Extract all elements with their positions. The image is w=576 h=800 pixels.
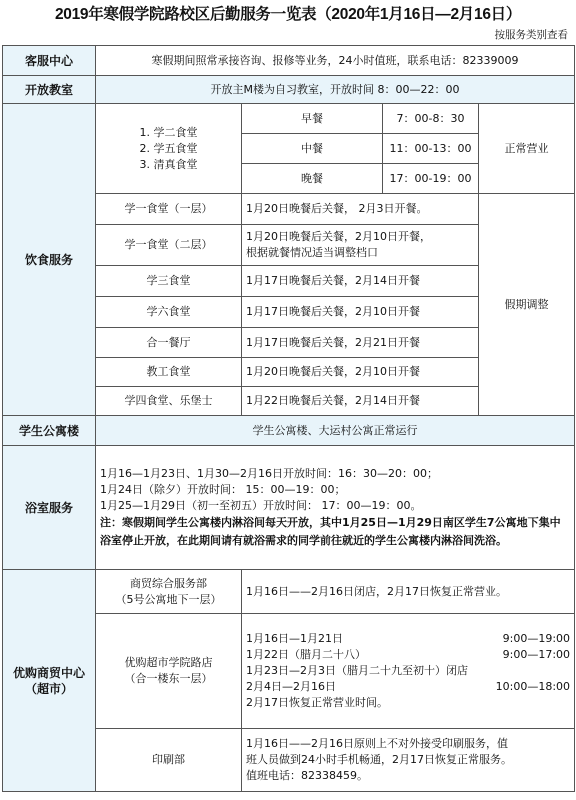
schedule-time: 9:00—17:00 (502, 648, 571, 661)
shop-name-line: （合一楼东一层） (124, 672, 213, 685)
canteen-detail (242, 225, 479, 266)
shop-row (3, 570, 575, 614)
meal-time: 7：00-8：30 (383, 104, 479, 134)
bath-hours-line: 1月24日（除夕）开放时间： 15：00—19：00； (100, 482, 346, 496)
category-classroom: 开放教室 (3, 76, 96, 104)
shop-detail (242, 729, 575, 792)
shop-detail-line: 班人员做到24小时手机畅通，2月17日恢复正常服务。 (246, 753, 512, 766)
dorm-desc: 学生公寓楼、大运村公寓正常运行 (96, 416, 575, 446)
canteen-detail: 1月22日晚餐后关餐，2月14日开餐 (242, 387, 479, 416)
bath-detail (96, 446, 575, 570)
shop-name (96, 614, 242, 729)
schedule-time: 9:00—19:00 (502, 632, 571, 645)
schedule-date: 1月16日—1月21日 (246, 632, 343, 645)
schedule-line (246, 679, 570, 695)
category-bath: 浴室服务 (3, 446, 96, 570)
schedule-date: 1月22日（腊月二十八） (246, 648, 366, 661)
category-shop-line: 优购商贸中心 (12, 665, 85, 680)
kefu-desc: 寒假期间照常承接咨询、报修等业务，24小时值班，联系电话：82339009 (96, 46, 575, 76)
shop-detail-line: 值班电话：82338459。 (246, 769, 368, 782)
group-canteen-1: 1. 学二食堂 (139, 125, 198, 139)
meal-time: 11：00-13：00 (383, 134, 479, 164)
canteen-detail: 1月17日晚餐后关餐，2月14日开餐 (242, 266, 479, 297)
category-shop-line: （超市） (24, 681, 73, 696)
meal-name: 中餐 (242, 134, 383, 164)
shop-name (96, 570, 242, 614)
shop-name: 印刷部 (96, 729, 242, 792)
canteen-detail: 1月17日晚餐后关餐，2月10日开餐 (242, 297, 479, 328)
canteen-detail: 1月20日晚餐后关餐， 2月3日开餐。 (242, 194, 479, 225)
bath-hours-line: 1月25—1月29日（初一至初五）开放时间： 17：00—19：00。 (100, 498, 422, 512)
category-shop (3, 570, 96, 792)
service-table (2, 45, 575, 792)
group-canteens (96, 104, 242, 194)
category-food: 饮食服务 (3, 104, 96, 416)
shop-detail-line: 1月16日——2月16日原则上不对外接受印刷服务，值 (246, 737, 508, 750)
shop-name-line: （5号公寓地下一层） (115, 592, 222, 606)
canteen-detail: 1月20日晚餐后关餐，2月10日开餐 (242, 358, 479, 387)
canteen-name: 学四食堂、乐堡士 (96, 387, 242, 416)
category-dorm: 学生公寓楼 (3, 416, 96, 446)
canteen-detail-line: 1月20日晚餐后关餐，2月10日开餐， (246, 230, 431, 243)
group-canteen-2: 2. 学五食堂 (139, 141, 198, 155)
meal-name: 晚餐 (242, 164, 383, 194)
bath-note: 注：寒假期间学生公寓楼内淋浴间每天开放，其中1月25日—1月29日南区学生7公寓地下集中浴室停止开放，在此期间请有就浴需求的同学前往就近的学生公寓楼内淋浴间洗浴。 (100, 515, 561, 547)
category-kefu: 客服中心 (3, 46, 96, 76)
schedule-line (246, 631, 570, 647)
canteen-detail: 1月17日晚餐后关餐，2月21日开餐 (242, 328, 479, 358)
meal-time: 17：00-19：00 (383, 164, 479, 194)
schedule-line (246, 663, 570, 679)
schedule-date: 2月4日—2月16日 (246, 680, 336, 693)
schedule-date: 1月23日—2月3日（腊月二十九至初十）闭店 (246, 664, 468, 677)
row-dorm (3, 416, 575, 446)
canteen-name: 学三食堂 (96, 266, 242, 297)
group-canteen-3: 3. 清真食堂 (139, 157, 198, 171)
bath-hours-line: 1月16—1月23日、1月30—2月16日开放时间：16：30—20：00； (100, 466, 438, 480)
canteen-name: 教工食堂 (96, 358, 242, 387)
normal-status: 正常营业 (479, 104, 575, 194)
shop-detail: 1月16日——2月16日闭店，2月17日恢复正常营业。 (242, 570, 575, 614)
shop-name-line: 优购超市学院路店 (124, 656, 213, 669)
page-subtitle: 按服务类别查看 (494, 29, 568, 41)
canteen-name: 合一餐厅 (96, 328, 242, 358)
canteen-name: 学一食堂（一层） (96, 194, 242, 225)
canteen-name: 学六食堂 (96, 297, 242, 328)
schedule-time: 10:00—18:00 (495, 680, 571, 693)
classroom-desc: 开放主M楼为自习教室，开放时间 8：00—22：00 (96, 76, 575, 104)
row-bath (3, 446, 575, 570)
schedule-line (246, 695, 570, 711)
shop-name-line: 商贸综合服务部 (130, 576, 207, 590)
row-classroom (3, 76, 575, 104)
canteen-detail-line: 根据就餐情况适当调整档口 (246, 246, 378, 259)
page-title: 2019年寒假学院路校区后勤服务一览表（2020年1月16日—2月16日） (54, 6, 522, 23)
schedule-line (246, 647, 570, 663)
row-kefu (3, 46, 575, 76)
meal-name: 早餐 (242, 104, 383, 134)
canteen-name: 学一食堂（二层） (96, 225, 242, 266)
schedule-date: 2月17日恢复正常营业时间。 (246, 696, 388, 709)
shop-schedule (242, 614, 575, 729)
row-food-breakfast (3, 104, 575, 134)
holiday-status: 假期调整 (479, 194, 575, 416)
